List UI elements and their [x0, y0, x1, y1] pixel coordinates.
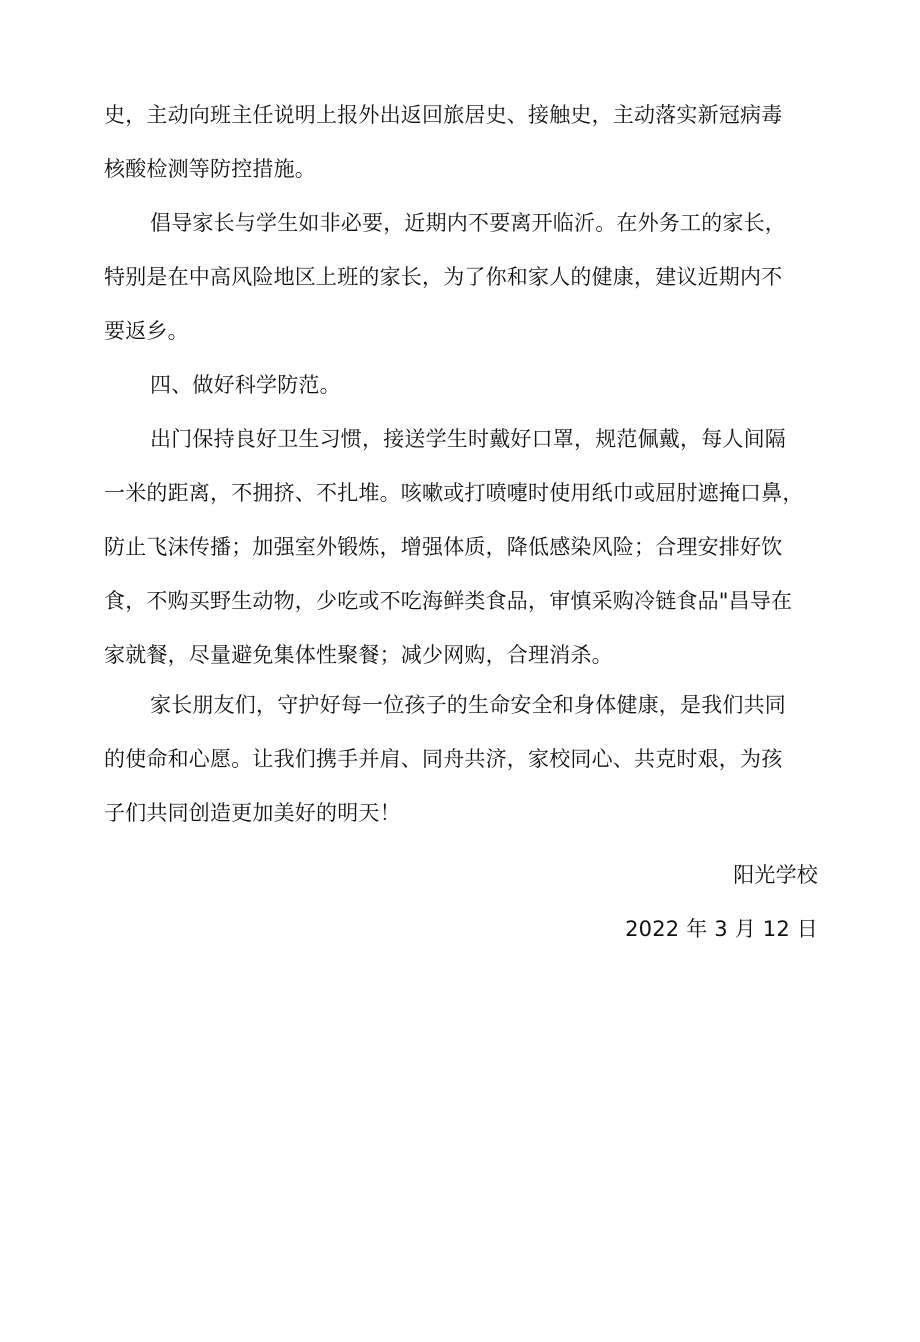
paragraph-line: 出门保持良好卫生习惯，接送学生时戴好口罩，规范佩戴，每人间隔 — [150, 427, 786, 451]
school-signature: 阳光学校 — [733, 863, 818, 887]
signature-date: 2022 年 3 月 12 日 — [625, 917, 818, 941]
paragraph-line: 食，不购买野生动物，少吃或不吃海鲜类食品，审慎采购冷链食品"昌导在 — [104, 589, 793, 613]
paragraph-line: 家长朋友们，守护好每一位孩子的生命安全和身体健康，是我们共同 — [150, 693, 786, 717]
paragraph-line: 史，主动向班主任说明上报外出返回旅居史、接触史，主动落实新冠病毒 — [104, 103, 783, 127]
paragraph-line: 核酸检测等防控措施。 — [104, 157, 316, 181]
paragraph-line: 倡导家长与学生如非必要，近期内不要离开临沂。在外务工的家长， — [150, 211, 786, 235]
section-heading: 四、做好科学防范。 — [150, 373, 341, 397]
paragraph-line: 要返乡。 — [104, 319, 189, 343]
paragraph-line: 子们共同创造更加美好的明天！ — [104, 801, 401, 825]
paragraph-line: 的使命和心愿。让我们携手并肩、同舟共济，家校同心、共克时艰，为孩 — [104, 747, 783, 771]
paragraph-line: 特别是在中高风险地区上班的家长，为了你和家人的健康，建议近期内不 — [104, 265, 783, 289]
paragraph-line: 家就餐，尽量避免集体性聚餐；减少网购，合理消杀。 — [104, 643, 613, 667]
paragraph-line: 一米的距离，不拥挤、不扎堆。咳嗽或打喷嚏时使用纸巾或屈肘遮掩口鼻， — [104, 481, 804, 505]
paragraph-line: 防止飞沫传播；加强室外锻炼，增强体质，降低感染风险；合理安排好饮 — [104, 535, 783, 559]
